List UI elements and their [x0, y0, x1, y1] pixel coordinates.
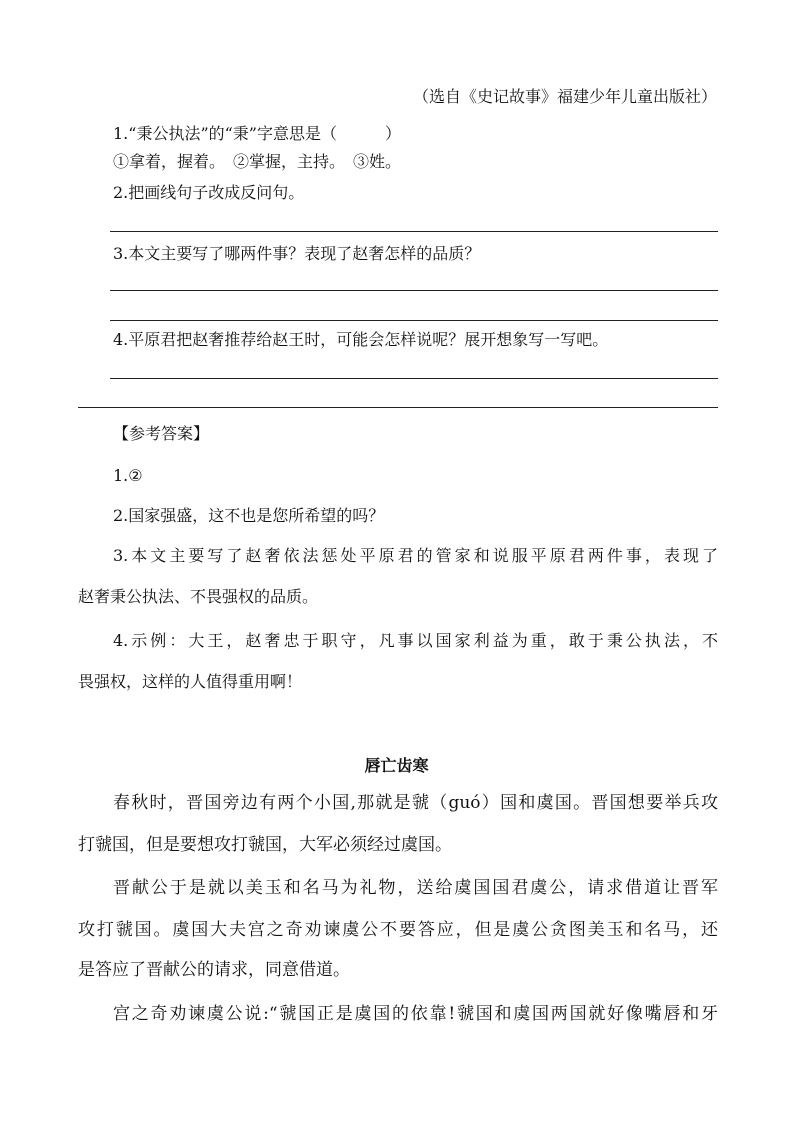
- source-citation: （选自《史记故事》福建少年儿童出版社）: [412, 87, 717, 106]
- question-3: 3.本文主要写了哪两件事？表现了赵奢怎样的品质？: [113, 244, 481, 263]
- answer-line: [110, 231, 718, 232]
- answer-3-line: 赵奢秉公执法、不畏强权的品质。: [78, 587, 319, 606]
- answer-4-line: 4.示例：大王，赵奢忠于职守，凡事以国家利益为重，敢于秉公执法，不: [113, 631, 718, 650]
- answer-line: [110, 378, 718, 379]
- answer-line: [110, 320, 718, 321]
- answer-2: 2.国家强盛，这不也是您所希望的吗？: [113, 506, 385, 525]
- story-line: 打虢国，但是要想攻打虢国，大军必须经过虞国。: [78, 835, 452, 855]
- story-title: 唇亡齿寒: [364, 756, 429, 775]
- answer-line: [110, 290, 718, 291]
- question-4: 4.平原君把赵奢推荐给赵王时，可能会怎样说呢？展开想象写一写吧。: [113, 330, 609, 349]
- story-line: 是答应了晋献公的请求，同意借道。: [78, 960, 350, 980]
- story-line: 宫之奇劝谏虞公说:“虢国正是虞国的依靠!虢国和虞国两国就好像嘴唇和牙: [113, 1004, 718, 1024]
- question-2: 2.把画线句子改成反问句。: [113, 183, 305, 202]
- section-divider: [78, 407, 718, 408]
- story-line: 春秋时，晋国旁边有两个小国,那就是虢（guó）国和虞国。晋国想要举兵攻: [113, 793, 718, 813]
- question-1-options: ①拿着，握着。 ②掌握，主持。 ③姓。: [113, 152, 402, 171]
- answer-1: 1.②: [113, 466, 143, 485]
- story-line: 攻打虢国。虞国大夫宫之奇劝谏虞公不要答应，但是虞公贪图美玉和名马，还: [78, 920, 718, 940]
- story-line: 晋献公于是就以美玉和名马为礼物，送给虞国国君虞公，请求借道让晋军: [113, 878, 718, 898]
- answer-3-line: 3.本文主要写了赵奢依法惩处平原君的管家和说服平原君两件事，表现了: [113, 546, 718, 565]
- answer-4-line: 畏强权，这样的人值得重用啊！: [78, 672, 303, 691]
- answers-heading: 【参考答案】: [113, 424, 210, 443]
- question-1: 1.“秉公执法”的“秉”字意思是（ ）: [113, 124, 401, 143]
